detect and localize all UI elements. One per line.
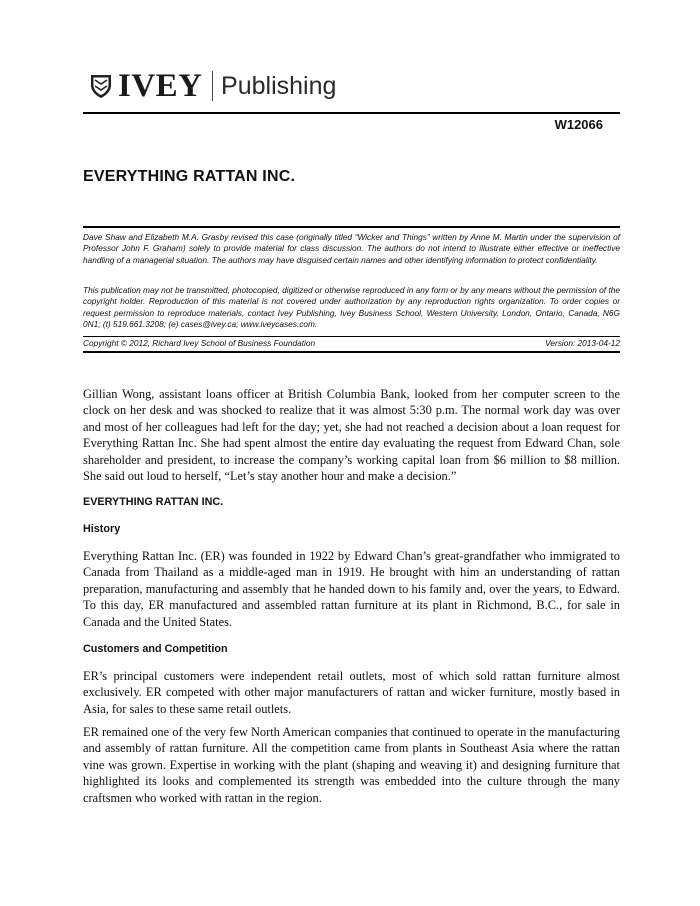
customers-paragraph-1: ER’s principal customers were independent retail outlets, most of which sold rattan furniture almost exclusively. ER competed with other major manufacturers of rattan and wicker furniture, mostly based in Asia, for sales to these same retail outlets. [83,669,620,716]
version-text: Version: 2013-04-12 [545,338,620,348]
history-paragraph: Everything Rattan Inc. (ER) was founded in 1922 by Edward Chan’s great-grandfather who immigrated to Canada from Thailand as a middle-aged man in 1919. He brought with him an understanding of rattan preparation, manufacturing and assembly that he handed down to his family and, over the years, to Edward. To this day, ER manufactured and assembled rattan furniture at its plant in Richmond, B.C., for sale in Canada and the United States. [83,549,620,629]
notice-bottom-rule [83,351,620,353]
customers-paragraph-2: ER remained one of the very few North American companies that continued to operate in the manufacturing and assembly of rattan furniture. All the competition came from plants in Southeast Asia where the rattan vine was grown. Expertise in working with the plant (shaping and weaving it) and designing furniture that highlighted its looks and complemented its strength was embedded into the culture through the many craftsmen who worked with rattan in the region. [83,725,620,805]
copyright-line [83,338,620,349]
case-title: EVERYTHING RATTAN INC. [83,168,296,185]
ivey-publishing-logo [90,68,336,104]
notice-mid-rule [83,336,620,337]
notice-top-rule [83,226,620,228]
header-rule [83,112,620,114]
logo-divider [212,71,214,101]
history-heading: History [83,523,121,535]
customers-heading: Customers and Competition [83,643,228,655]
publisher-name: Publishing [221,72,337,100]
copyright-text: Copyright © 2012, Richard Ivey School of Business Foundation [83,338,316,348]
crest-icon [90,73,112,99]
brand-name: IVEY [118,68,203,104]
permission-notice: This publication may not be transmitted, photocopied, digitized or otherwise reproduced in any form or by any means without the permission of the copyright holder. Reproduction of this material is not covered under authorization by any reproduction rights organization. To order copies or request permission to reproduce materials, contact Ivey Publishing, Ivey Business School, Western University, London, Ontario, Canada, N6G 0N1; (t) 519.661.3208; (e) cases@ivey.ca; www.iveycases.com. [83,285,620,330]
intro-paragraph: Gillian Wong, assistant loans officer at British Columbia Bank, looked from her computer screen to the clock on her desk and was shocked to realize that it was almost 5:30 p.m. The normal work day was over and most of her colleagues had left for the day; yet, she had not reached a decision about a loan request for Everything Rattan Inc. She had spent almost the entire day evaluating the request from Edward Chan, sole shareholder and president, to increase the company’s working capital loan from $6 million to $8 million. She said out loud to herself, “Let’s stay another hour and make a decision.” [83,387,620,484]
section-heading: EVERYTHING RATTAN INC. [83,496,224,508]
case-number: W12066 [554,117,603,132]
authorship-notice: Dave Shaw and Elizabeth M.A. Grasby revised this case (originally titled “Wicker and Things” written by Anne M. Martin under the supervision of Professor John F. Graham) solely to provide material for class discussion. The authors do not intend to illustrate either effective or ineffective handling of a managerial situation. The authors may have disguised certain names and other identifying information to protect confidentiality. [83,232,620,265]
